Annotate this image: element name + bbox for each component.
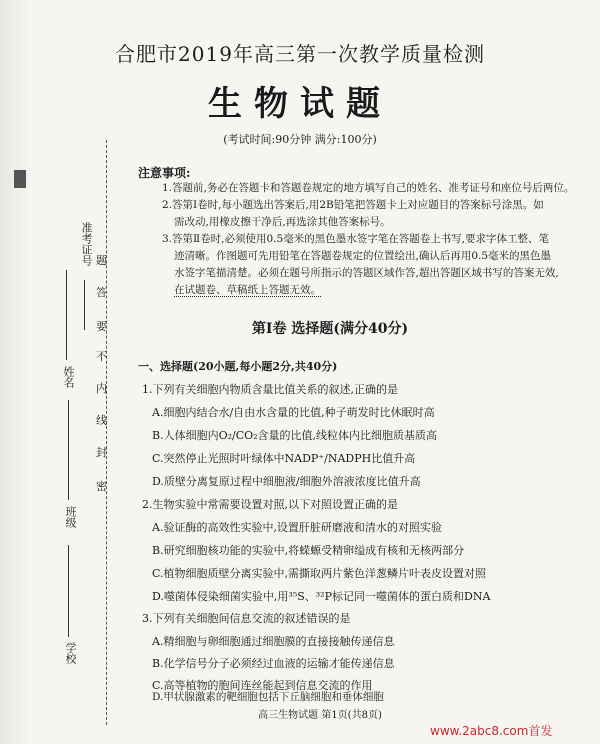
subject-title: 生物试题 <box>208 84 392 124</box>
binding-line <box>106 140 107 725</box>
exam-title: 合肥市2019年高三第一次教学质量检测 <box>115 42 485 66</box>
seal-char: 线 <box>96 414 107 427</box>
class-line <box>68 400 69 500</box>
note-item-3-line: 3.答第Ⅱ卷时,必须使用0.5毫米的黑色墨水签字笔在答题卷上书写,要求字体工整、笔 <box>162 233 550 245</box>
question-option: A.验证酶的高效性实验中,设置肝脏研磨液和清水的对照实验 <box>152 521 442 534</box>
question-stem: 1.下列有关细胞内物质含量比值关系的叙述,正确的是 <box>142 383 398 396</box>
watermark-text: www.2abc8.com首发 <box>430 724 553 738</box>
question-option: D.噬菌体侵染细菌实验中,用³⁵S、³²P标记同一噬菌体的蛋白质和DNA <box>152 590 491 603</box>
seal-char: 内 <box>96 382 107 395</box>
name-line <box>66 270 67 360</box>
question-option: A.细胞内结合水/自由水含量的比值,种子萌发时比休眠时高 <box>152 406 435 419</box>
scan-marker <box>14 170 26 188</box>
question-stem: 3.下列有关细胞间信息交流的叙述错误的是 <box>142 612 351 625</box>
note-item-1: 1.答题前,务必在答题卡和答题卷规定的地方填写自己的姓名、准考证号和座位号后两位。 <box>162 182 575 194</box>
question-option: B.化学信号分子必须经过血液的运输才能传递信息 <box>152 657 395 670</box>
note-item-2-line: 2.答第Ⅰ卷时,每小题选出答案后,用2B铅笔把答题卡上对应题目的答案标号涂黑。如 <box>162 199 544 211</box>
question-option: C.高等植物的胞间连丝能起到信息交流的作用 <box>152 679 373 692</box>
exam-meta: (考试时间:90分钟 满分:100分) <box>223 133 377 146</box>
school-label: 学校 <box>64 642 77 664</box>
part-title: 一、选择题(20小题,每小题2分,共40分) <box>138 360 338 373</box>
seal-char: 密 <box>96 480 107 493</box>
note-item-2 <box>162 197 582 231</box>
seal-char: 不 <box>96 350 107 363</box>
question-option: C.植物细胞质壁分离实验中,需撕取两片紫色洋葱鳞片叶表皮设置对照 <box>152 567 487 580</box>
seal-char: 题 <box>96 254 107 267</box>
page-footer: 高三生物试题 第1页(共8页) <box>258 710 382 721</box>
exam-number-label: 准考证号 <box>80 222 93 266</box>
school-line <box>68 545 69 637</box>
question-option: D.质壁分离复原过程中细胞液/细胞外溶液浓度比值升高 <box>152 475 421 488</box>
question-option: B.人体细胞内O₂/CO₂含量的比值,线粒体内比细胞质基质高 <box>152 429 438 442</box>
question-stem: 2.生物实验中常需要设置对照,以下对照设置正确的是 <box>142 498 398 511</box>
note-item-2-line: 需改动,用橡皮擦干净后,再选涂其他答案标号。 <box>174 216 391 228</box>
question-option: C.突然停止光照时叶绿体中NADP⁺/NADPH比值升高 <box>152 452 416 465</box>
seal-char: 封 <box>96 446 107 459</box>
name-label: 姓名 <box>62 366 75 388</box>
question-option: D.甲状腺激素的靶细胞包括下丘脑细胞和垂体细胞 <box>152 691 384 703</box>
class-label: 班级 <box>64 506 77 528</box>
note-item-3 <box>162 231 582 299</box>
seal-char: 要 <box>96 320 107 333</box>
question-option: A.精细胞与卵细胞通过细胞膜的直接接触传递信息 <box>152 635 395 648</box>
note-item-3-line: 水签字笔描清楚。必须在题号所指示的答题区域作答,超出答题区域书写的答案无效, <box>174 267 559 279</box>
notes-title: 注意事项: <box>138 166 191 180</box>
note-item-3-line: 迹清晰。作图题可先用铅笔在答题卷规定的位置绘出,确认后再用0.5毫米的黑色墨 <box>174 250 552 262</box>
note-item-3-line: 在试题卷、草稿纸上答题无效。 <box>174 284 321 296</box>
question-option: B.研究细胞核功能的实验中,将蝾螈受精卵缢成有核和无核两部分 <box>152 544 465 557</box>
section-title: 第Ⅰ卷 选择题(满分40分) <box>251 321 409 337</box>
seal-char: 答 <box>96 286 107 299</box>
